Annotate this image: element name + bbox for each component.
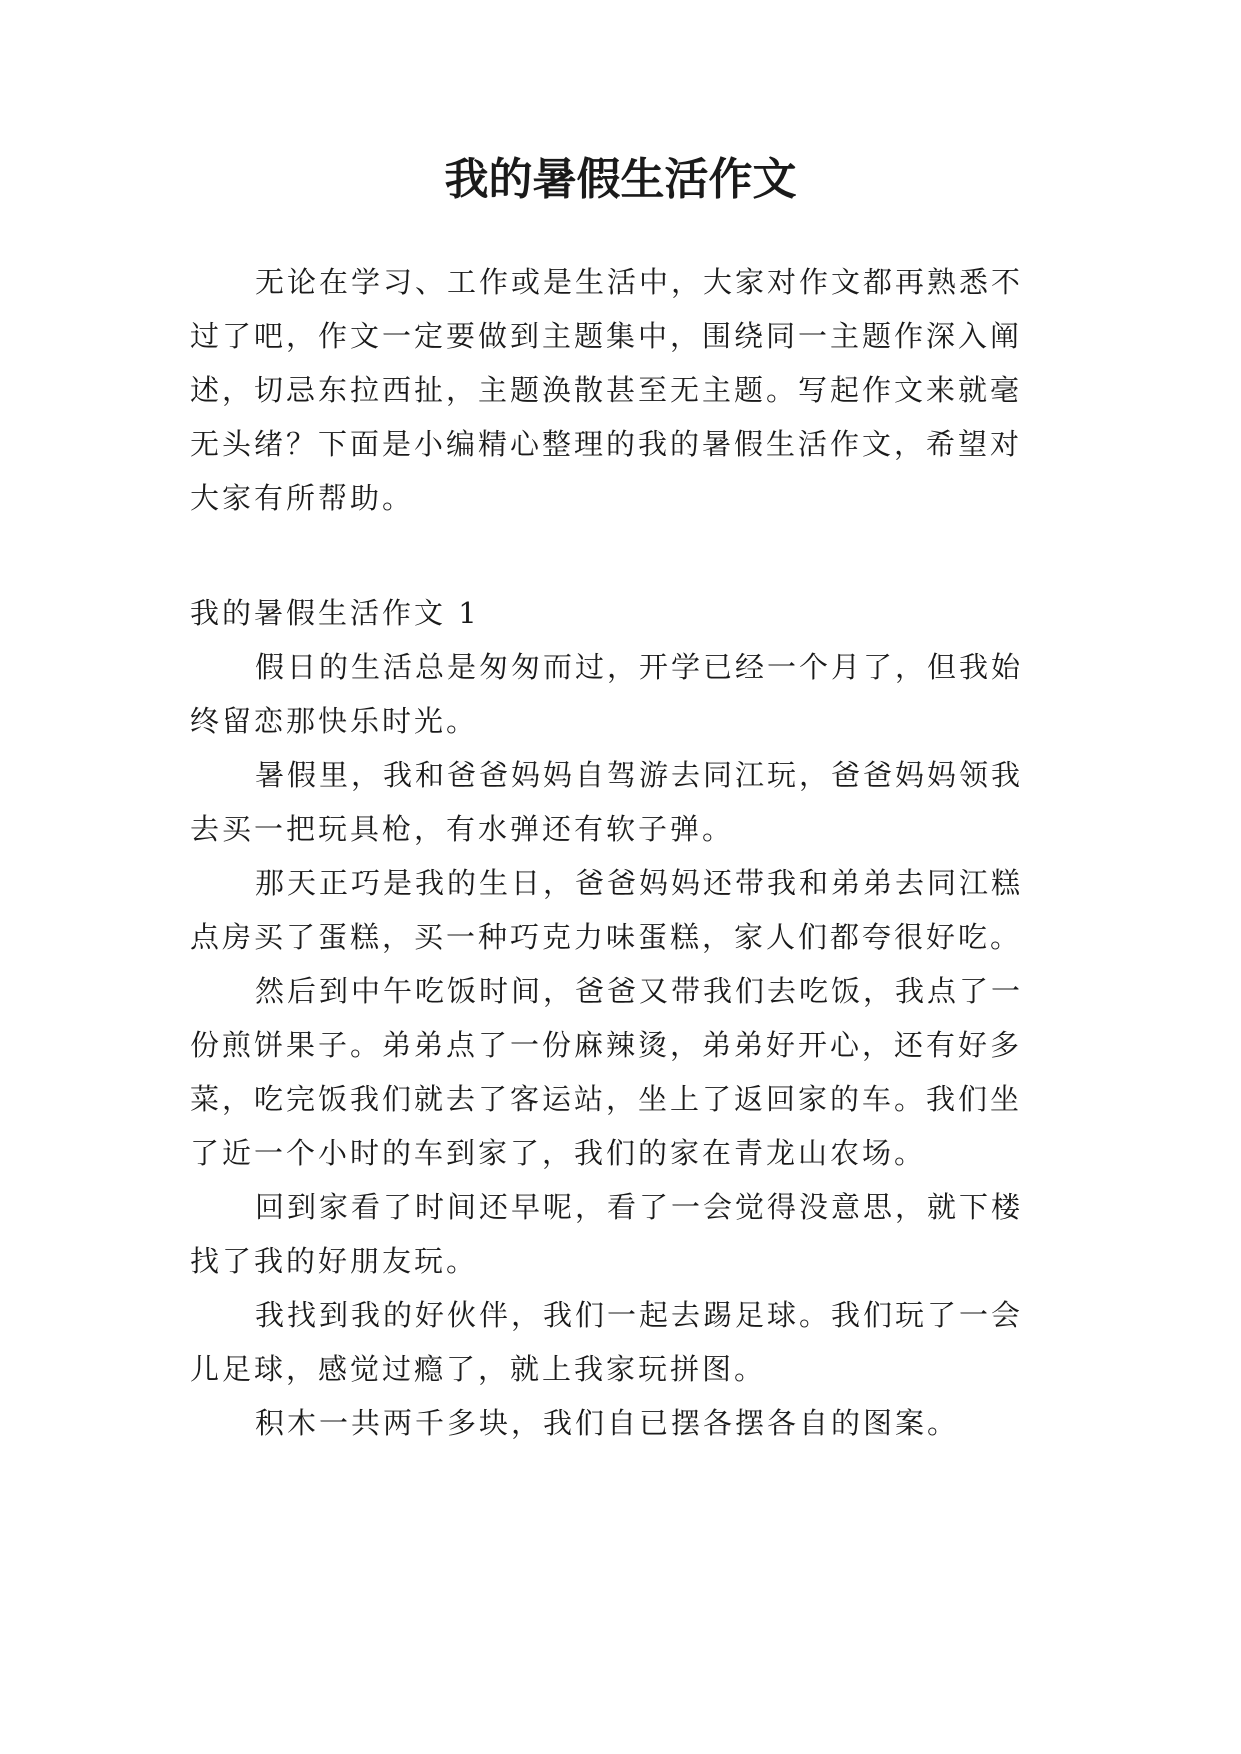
document-title: 我的暑假生活作文 — [444, 154, 797, 205]
text-line: 了近一个小时的车到家了，我们的家在青龙山农场。 — [190, 1136, 927, 1170]
text-line: 去买一把玩具枪，有水弹还有软子弹。 — [190, 812, 735, 846]
text-line: 儿足球，感觉过瘾了，就上我家玩拼图。 — [190, 1352, 767, 1386]
section-heading: 我的暑假生活作文 1 — [190, 596, 480, 630]
text-line: 那天正巧是我的生日，爸爸妈妈还带我和弟弟去同江糕 — [255, 866, 1024, 900]
text-line: 积木一共两千多块，我们自已摆各摆各自的图案。 — [255, 1406, 960, 1440]
text-line: 然后到中午吃饭时间，爸爸又带我们去吃饭，我点了一 — [255, 974, 1024, 1008]
text-line: 找了我的好朋友玩。 — [190, 1244, 479, 1278]
text-line: 无头绪？下面是小编精心整理的我的暑假生活作文，希望对 — [190, 427, 1023, 461]
text-line: 述，切忌东拉西扯，主题涣散甚至无主题。写起作文来就毫 — [190, 373, 1023, 407]
text-line: 大家有所帮助。 — [190, 481, 415, 515]
text-line: 回到家看了时间还早呢，看了一会觉得没意思，就下楼 — [255, 1190, 1024, 1224]
text-line: 暑假里，我和爸爸妈妈自驾游去同江玩，爸爸妈妈领我 — [255, 758, 1024, 792]
text-line: 过了吧，作文一定要做到主题集中，围绕同一主题作深入阐 — [190, 319, 1023, 353]
text-line: 无论在学习、工作或是生活中，大家对作文都再熟悉不 — [255, 265, 1024, 299]
text-line: 终留恋那快乐时光。 — [190, 704, 479, 738]
text-line: 点房买了蛋糕，买一种巧克力味蛋糕，家人们都夸很好吃。 — [190, 920, 1023, 954]
text-line: 菜，吃完饭我们就去了客运站，坐上了返回家的车。我们坐 — [190, 1082, 1023, 1116]
text-line: 我找到我的好伙伴，我们一起去踢足球。我们玩了一会 — [255, 1298, 1024, 1332]
text-line: 假日的生活总是匆匆而过，开学已经一个月了，但我始 — [255, 650, 1024, 684]
text-line: 份煎饼果子。弟弟点了一份麻辣烫，弟弟好开心，还有好多 — [190, 1028, 1023, 1062]
